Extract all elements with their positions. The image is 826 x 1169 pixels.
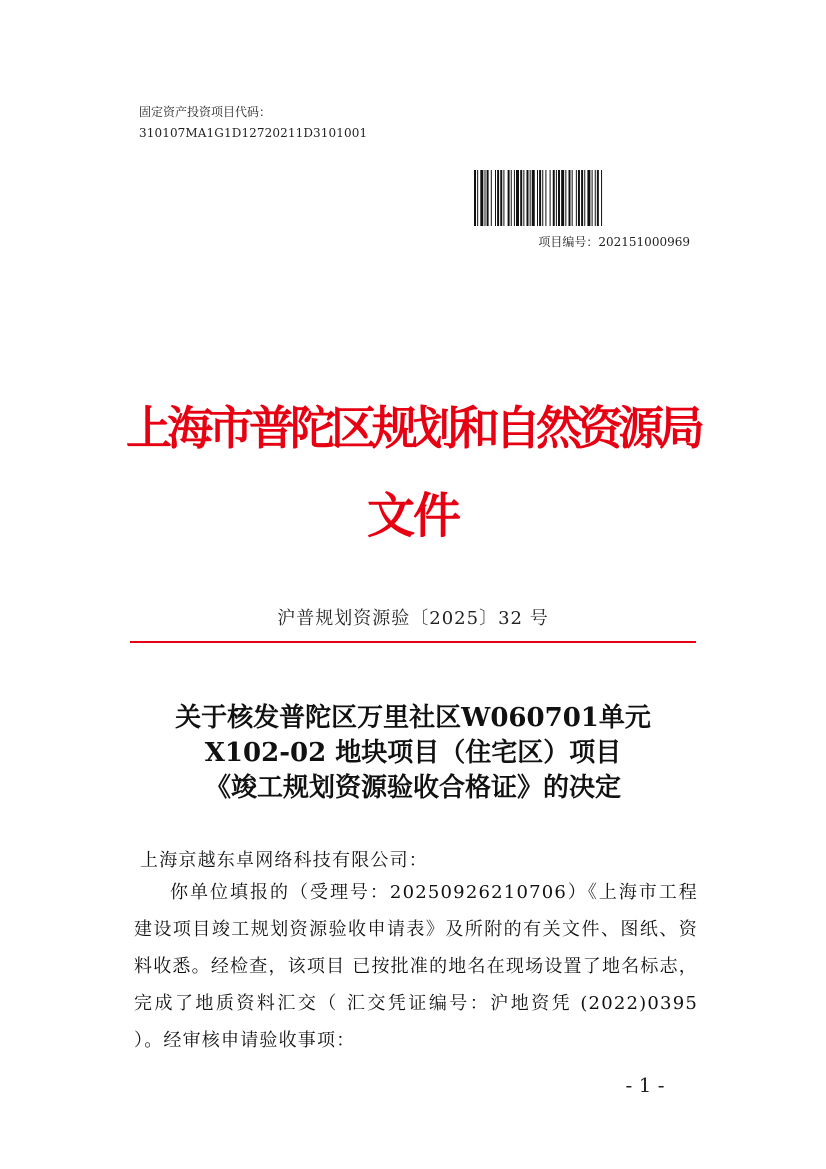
document-number: 沪普规划资源验〔2025〕32 号 [277, 608, 549, 629]
red-divider [130, 641, 696, 643]
subject-line-2: X102-02 地块项目（住宅区）项目 [204, 738, 622, 768]
fixed-asset-code-value: 310107MA1G1D12720211D3101001 [139, 126, 368, 140]
subject-line-3: 《竣工规划资源验收合格证》的决定 [204, 773, 621, 803]
document-word-title: 文件 [366, 488, 459, 544]
body-paragraph: 你单位填报的（受理号：20250926210706）《上海市工程建设项目竣工规划资源验收申请表》及所附的有关文件、图纸、资料收悉。经检查，该项目 已按批准的地名在现场设置了地名标志，完成了地质资料汇交（ 汇交凭证编号：沪地资凭 (2022)0395 ）。经审核申请验收事项： [134, 882, 698, 1051]
page-number: - 1 - [625, 1073, 665, 1097]
barcode-icon [474, 170, 690, 226]
fixed-asset-code-label: 固定资产投资项目代码： [139, 105, 272, 119]
subject-line-1: 关于核发普陀区万里社区W060701单元 [175, 703, 651, 733]
agency-title: 上海市普陀区规划和自然资源局 [126, 401, 700, 455]
project-number: 项目编号：202151000969 [538, 235, 690, 249]
addressee: 上海京越东卓网络科技有限公司： [140, 850, 428, 871]
